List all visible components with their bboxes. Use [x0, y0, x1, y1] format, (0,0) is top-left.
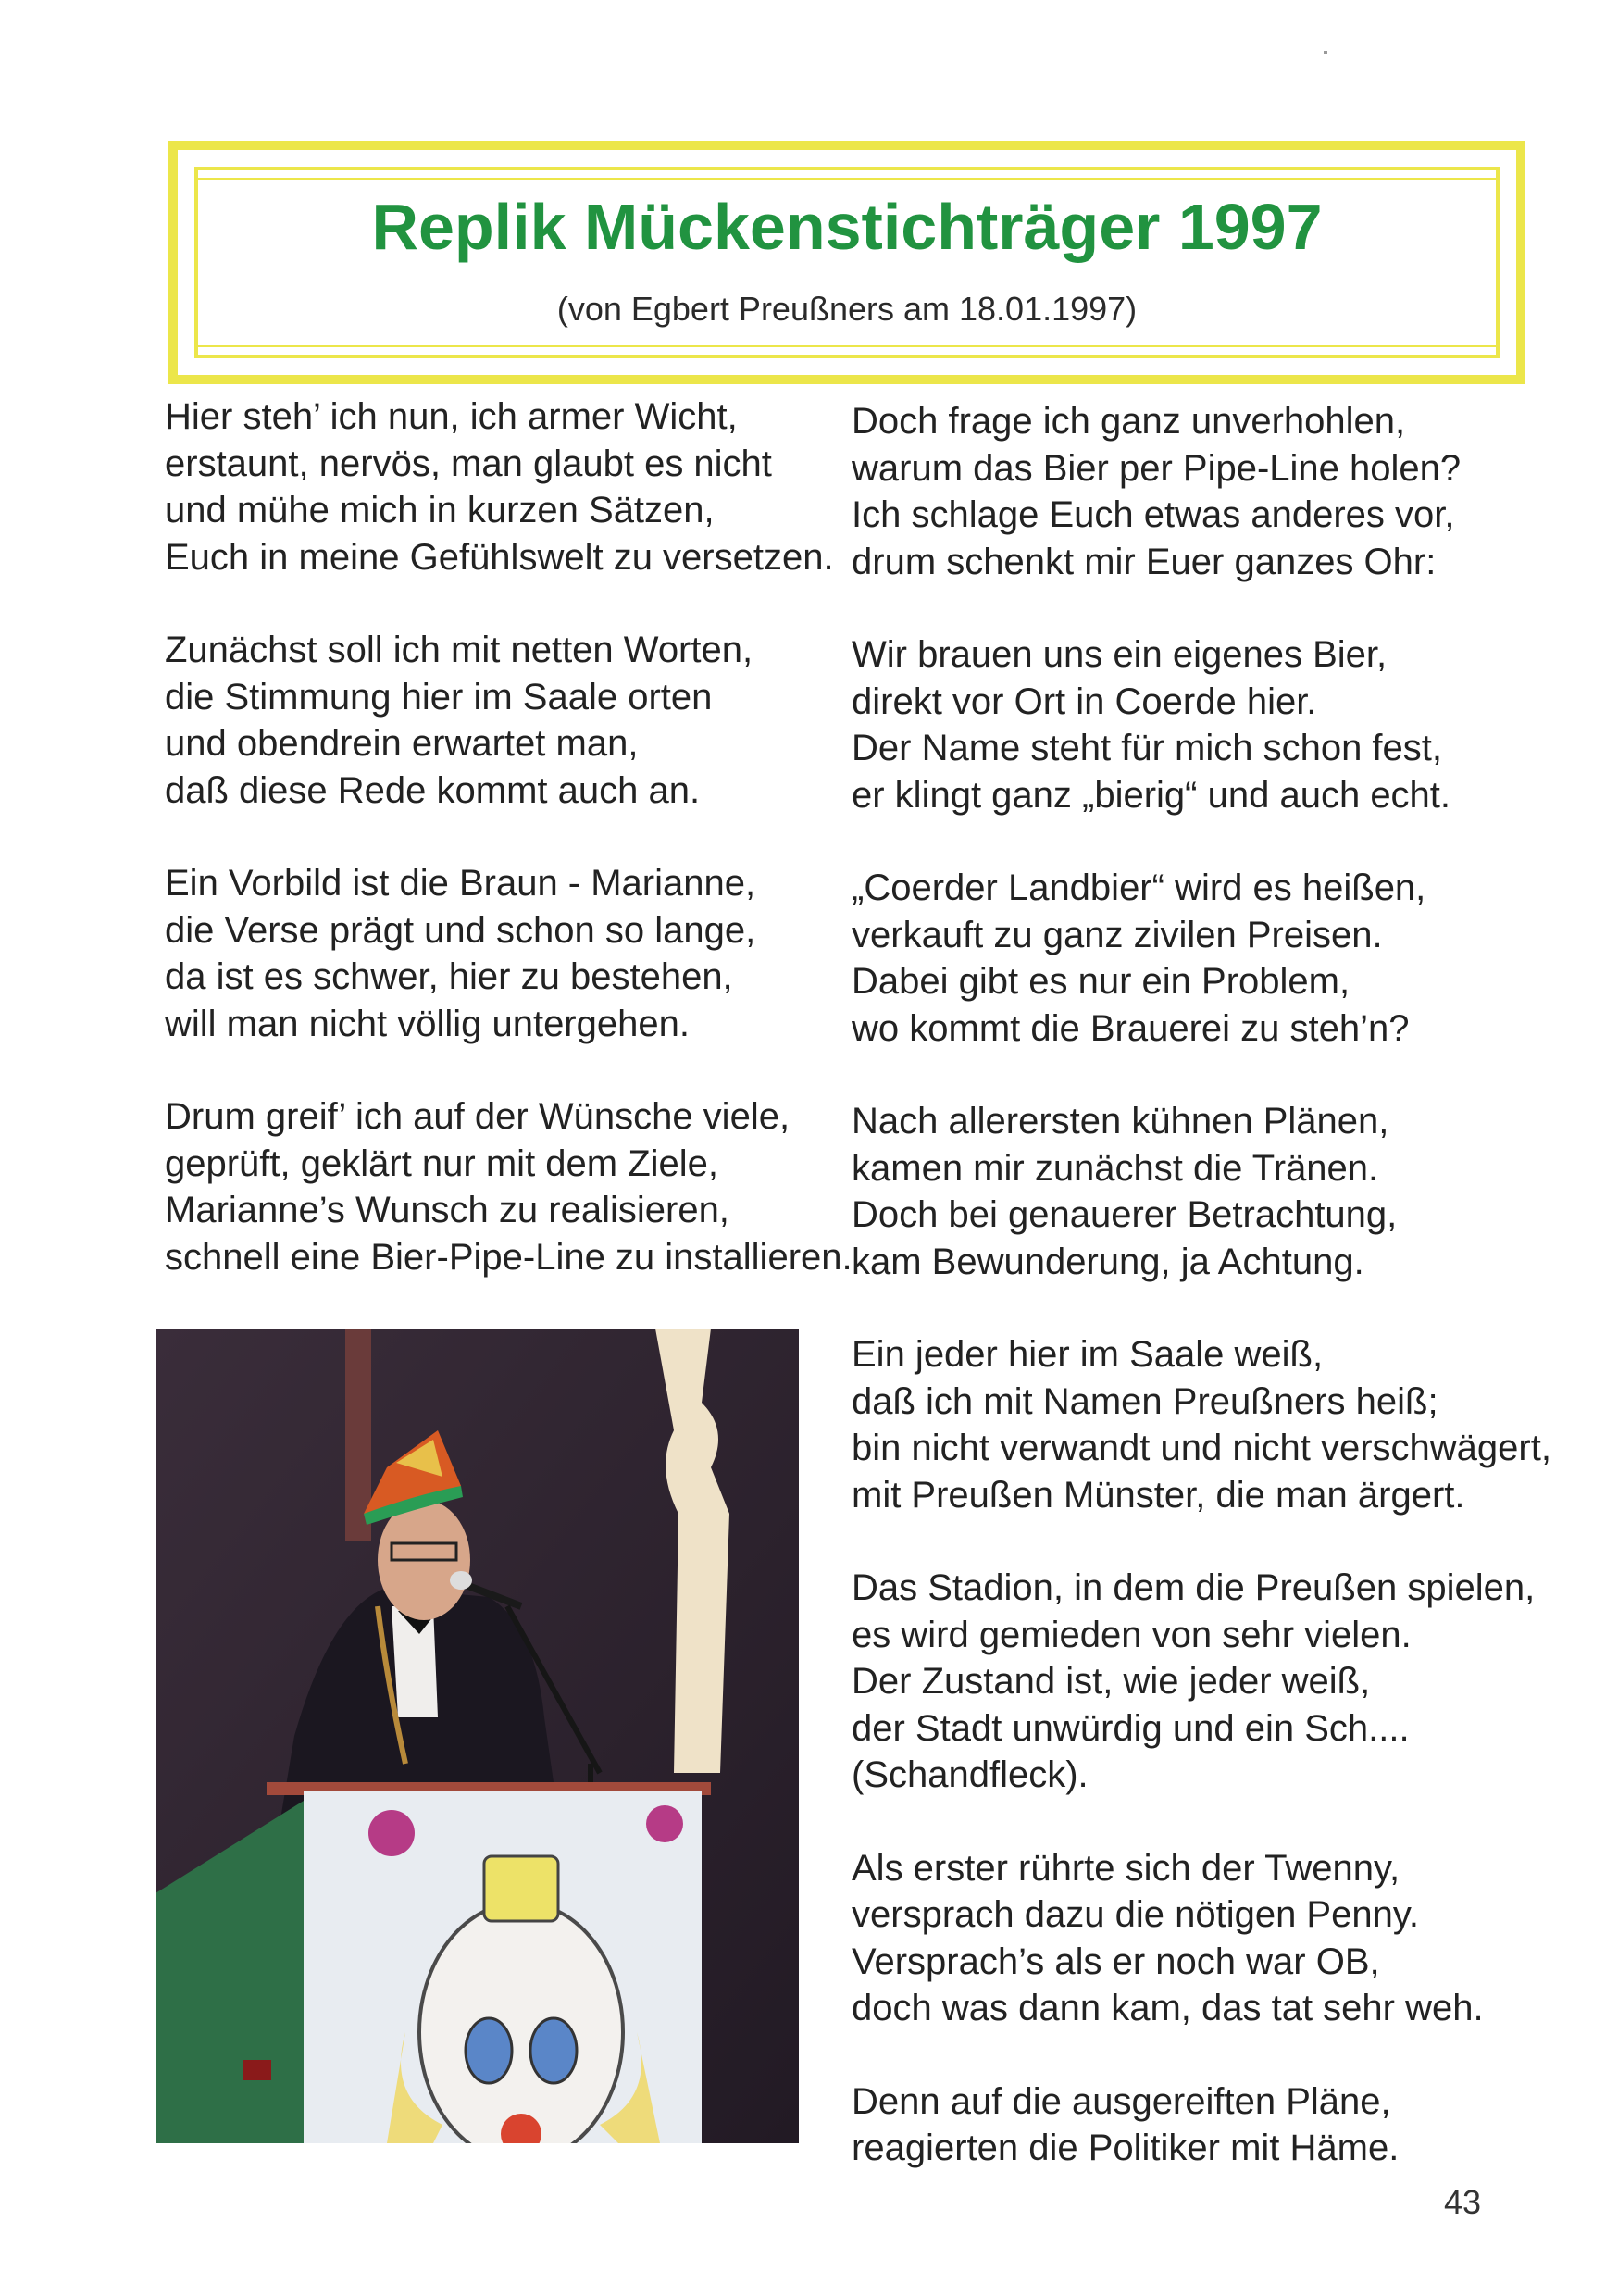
poem-line: (Schandfleck). — [852, 1754, 1089, 1795]
poem-line: Das Stadion, in dem die Preußen spielen, — [852, 1567, 1536, 1608]
poem-column-right — [852, 398, 1551, 2218]
poem-line: daß diese Rede kommt auch an. — [165, 769, 701, 811]
poem-line: mit Preußen Münster, die man ärgert. — [852, 1474, 1465, 1516]
poem-column-left — [165, 393, 853, 1327]
poem-line: Euch in meine Gefühlswelt zu versetzen. — [165, 536, 834, 578]
poem-line: und obendrein erwartet man, — [165, 723, 639, 764]
poem-line: Als erster rührte sich der Twenny, — [852, 1847, 1400, 1889]
stanza — [165, 393, 834, 580]
poem-line: doch was dann kam, das tat sehr weh. — [852, 1988, 1484, 2028]
stanza — [852, 1845, 1537, 2032]
poem-line: Dabei gibt es nur ein Problem, — [852, 961, 1350, 1002]
stanza — [165, 860, 831, 1047]
poem-line: Versprach’s als er noch war OB, — [852, 1940, 1380, 1982]
poem-line: versprach dazu die nötigen Penny. — [852, 1894, 1419, 1935]
poem-line: Nach allerersten kühnen Plänen, — [852, 1101, 1389, 1142]
poem-line: Hier steh’ ich nun, ich armer Wicht, — [165, 396, 738, 437]
poem-line: Der Name steht für mich schon fest, — [852, 728, 1443, 768]
poem-line: Denn auf die ausgereiften Pläne, — [852, 2080, 1391, 2122]
page-title: Replik Mückenstichträger 1997 — [371, 191, 1323, 263]
poem-line: Ein Vorbild ist die Braun - Marianne, — [165, 863, 756, 904]
speaker-photo — [156, 1329, 799, 2143]
stanza — [165, 627, 831, 814]
poem-line: kamen mir zunächst die Tränen. — [852, 1147, 1379, 1189]
poem-line: „Coerder Landbier“ wird es heißen, — [852, 867, 1426, 908]
stanza — [852, 865, 1537, 1052]
stanza — [852, 1565, 1537, 1799]
scan-speck — [1324, 51, 1327, 54]
poem-line: Ein jeder hier im Saale weiß, — [852, 1334, 1324, 1375]
poem-line: es wird gemieden von sehr vielen. — [852, 1614, 1412, 1655]
poem-line: daß ich mit Namen Preußners heiß; — [852, 1380, 1438, 1422]
poem-line: bin nicht verwandt und nicht verschwägert, — [852, 1428, 1551, 1468]
stanza — [852, 1331, 1551, 1518]
poem-line: kam Bewunderung, ja Achtung. — [852, 1241, 1364, 1282]
poem-line: warum das Bier per Pipe-Line holen? — [852, 447, 1462, 489]
poem-line: Drum greif’ ich auf der Wünsche viele, — [165, 1096, 790, 1137]
poem-line: Ich schlage Euch etwas anderes vor, — [852, 494, 1455, 535]
poem-line: da ist es schwer, hier zu bestehen, — [165, 956, 733, 997]
poem-line: Doch bei genauerer Betrachtung, — [852, 1194, 1398, 1235]
poem-line: verkauft zu ganz zivilen Preisen. — [852, 914, 1383, 955]
poem-line: reagierten die Politiker mit Häme. — [852, 2128, 1400, 2168]
poem-line: die Stimmung hier im Saale orten — [165, 676, 713, 718]
poem-line: geprüft, geklärt nur mit dem Ziele, — [165, 1142, 719, 1184]
page-subtitle: (von Egbert Preußners am 18.01.1997) — [556, 290, 1138, 328]
poem-line: und mühe mich in kurzen Sätzen, — [165, 490, 715, 530]
poem-line: will man nicht völlig untergehen. — [165, 1003, 690, 1044]
poem-line: Doch frage ich ganz unverhohlen, — [852, 401, 1406, 442]
poem-line: Wir brauen uns ein eigenes Bier, — [852, 634, 1388, 675]
poem-line: direkt vor Ort in Coerde hier. — [852, 680, 1317, 722]
poem-line: wo kommt die Brauerei zu steh’n? — [852, 1007, 1410, 1049]
stanza — [852, 2078, 1537, 2172]
poem-line: drum schenkt mir Euer ganzes Ohr: — [852, 541, 1437, 582]
poem-line: er klingt ganz „bierig“ und auch echt. — [852, 774, 1451, 816]
stanza — [165, 1093, 853, 1280]
poem-line: Der Zustand ist, wie jeder weiß, — [852, 1661, 1371, 1702]
poem-line: schnell eine Bier-Pipe-Line zu installieren. — [165, 1236, 853, 1278]
stanza — [852, 398, 1537, 585]
poem-line: erstaunt, nervös, man glaubt es nicht — [165, 443, 772, 484]
page-number: 43 — [1444, 2183, 1482, 2221]
poem-line: der Stadt unwürdig und ein Sch.... — [852, 1707, 1410, 1749]
stanza — [852, 1098, 1537, 1285]
poem-line: Zunächst soll ich mit netten Worten, — [165, 630, 753, 670]
poem-line: die Verse prägt und schon so lange, — [165, 909, 756, 951]
stanza — [852, 631, 1537, 818]
poem-line: Marianne’s Wunsch zu realisieren, — [165, 1190, 729, 1230]
